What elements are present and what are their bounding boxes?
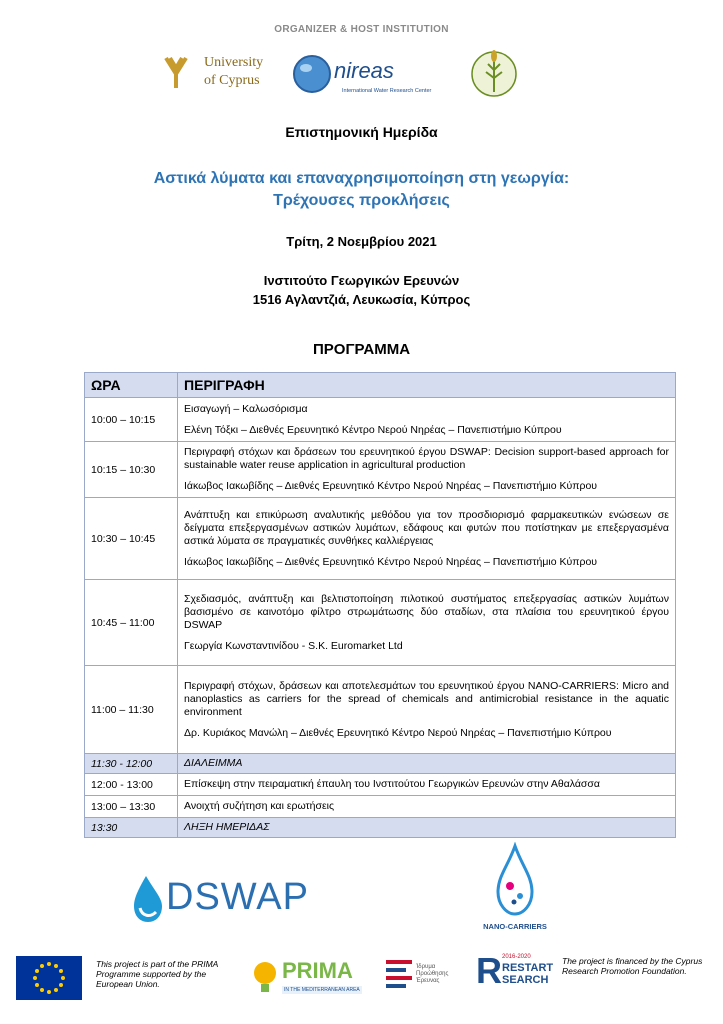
session-time: 10:00 – 10:15	[85, 398, 178, 442]
discussion-time: 13:00 – 13:30	[85, 796, 178, 818]
event-venue-line2: 1516 Αγλαντζιά, Λευκωσία, Κύπρος	[252, 292, 471, 307]
end-row	[85, 818, 676, 838]
rpf-logo	[384, 952, 464, 1002]
end-time: 13:30	[85, 818, 178, 838]
programme-heading: ΠΡΟΓΡΑΜΜΑ	[312, 341, 411, 358]
restart-logo	[476, 952, 552, 1002]
table-header-row	[85, 373, 676, 398]
session-cell	[178, 442, 676, 498]
prima-logo-sub: IN THE MEDITERRANEAN AREA	[284, 987, 360, 993]
session-speaker: Ιάκωβος Ιακωβίδης – Διεθνές Ερευνητικό Κέντρο Νερού Νηρέας – Πανεπιστήμιο Κύπρου	[184, 555, 598, 568]
session-time: 10:15 – 10:30	[85, 442, 178, 498]
event-venue	[0, 271, 723, 309]
nanocarriers-logo	[480, 842, 550, 937]
session-row	[85, 580, 676, 666]
session-row	[85, 666, 676, 754]
column-header-time: ΩΡΑ	[85, 373, 178, 398]
session-cell	[178, 398, 676, 442]
prima-logo	[252, 956, 370, 1000]
ucy-logo-line2: of Cyprus	[204, 73, 260, 88]
end-label: ΛΗΞΗ ΗΜΕΡΙΔΑΣ	[178, 818, 676, 838]
discussion-description: Ανοιχτή συζήτηση και ερωτήσεις	[178, 796, 676, 818]
session-cell	[178, 666, 676, 754]
session-speaker: Ιάκωβος Ιακωβίδης – Διεθνές Ερευνητικό Κέντρο Νερού Νηρέας – Πανεπιστήμιο Κύπρου	[184, 480, 598, 492]
nireas-logo-sub: International Water Research Center	[342, 88, 432, 94]
discussion-row	[85, 796, 676, 818]
session-description: Εισαγωγή – Καλωσόρισμα	[184, 402, 308, 415]
rpf-logo-text: Ίδρυμα Προώθησης Έρευνας	[416, 964, 449, 984]
university-of-cyprus-logo	[166, 55, 263, 88]
session-speaker: Δρ. Κυριάκος Μανώλη – Διεθνές Ερευνητικό Κέντρο Νερού Νηρέας – Πανεπιστήμιο Κύπρου	[184, 726, 612, 739]
session-cell	[178, 498, 676, 580]
nireas-logo-text: nireas	[334, 58, 394, 83]
eu-flag-icon	[16, 956, 82, 1000]
break-time: 11:30 - 12:00	[85, 754, 178, 774]
restart-logo-sub: SEARCH	[502, 974, 549, 986]
dswap-logo	[128, 868, 309, 928]
agricultural-research-institute-logo	[472, 50, 516, 96]
session-speaker: Γεωργία Κωνσταντινίδου - S.K. Euromarket Ltd	[184, 639, 403, 652]
session-description: Ανάπτυξη και επικύρωση αναλυτικής μεθόδου για τον προσδιορισμό φαρμακευτικών ενώσεων σε δείγματα επεξεργασμένων αστικών λυμάτων, εδάφους και φυτών που ποτίστηκαν με επεξεργασμένα αστικά λύματα σε πραγματικές συνθήκες καλλιέργειας	[184, 508, 669, 547]
dswap-logo-text: DSWAP	[166, 876, 309, 918]
session-cell	[178, 580, 676, 666]
organizer-logos	[160, 44, 560, 104]
visit-row	[85, 774, 676, 796]
session-description: Περιγραφή στόχων και δράσεων του ερευνητικού έργου DSWAP: Decision support-based approach for sustainable water reuse application in agricultural production	[184, 446, 669, 471]
prima-logo-text: PRIMA	[282, 958, 353, 983]
session-time: 10:30 – 10:45	[85, 498, 178, 580]
session-description: Σχεδιασμός, ανάπτυξη και βελτιστοποίηση πιλοτικού συστήματος επεξεργασίας αστικών λυμάτων βασισμένο σε καινοτόμο φίλτρο στρωμάτωσης δύο σταδίων, στα πλαίσια του ερευνητικού έργου DSWAP	[184, 592, 669, 631]
prima-programme-note: This project is part of the PRIMA Programme supported by the European Union.	[96, 959, 219, 989]
break-row	[85, 754, 676, 774]
restart-logo-mark: R	[476, 950, 502, 991]
programme-table-body	[85, 398, 676, 838]
visit-time: 12:00 - 13:00	[85, 774, 178, 796]
session-row	[85, 442, 676, 498]
session-time: 10:45 – 11:00	[85, 580, 178, 666]
session-time: 11:00 – 11:30	[85, 666, 178, 754]
visit-description: Επίσκεψη στην πειραματική έπαυλη του Ινστιτούτου Γεωργικών Ερευνών στην Αθαλάσσα	[178, 774, 676, 796]
event-date: Τρίτη, 2 Νοεμβρίου 2021	[286, 234, 437, 249]
organizer-label: ORGANIZER & HOST INSTITUTION	[274, 24, 449, 35]
event-title-line1: Αστικά λύματα και επαναχρησιμοποίηση στη γεωργία:	[153, 170, 570, 187]
nanocarriers-logo-text: NANO-CARRIERS	[483, 922, 547, 931]
event-venue-line1: Ινστιτούτο Γεωργικών Ερευνών	[263, 273, 460, 288]
event-title	[0, 168, 723, 212]
nireas-logo	[294, 56, 432, 94]
session-speaker: Ελένη Τόξκι – Διεθνές Ερευνητικό Κέντρο Νερού Νηρέας – Πανεπιστήμιο Κύπρου	[184, 423, 562, 436]
event-title-line2: Τρέχουσες προκλήσεις	[273, 192, 450, 209]
event-kind: Επιστημονική Ημερίδα	[285, 124, 438, 140]
programme-table	[84, 372, 676, 838]
break-label: ΔΙΑΛΕΙΜΜΑ	[178, 754, 676, 774]
session-row	[85, 498, 676, 580]
session-description: Περιγραφή στόχων, δράσεων και αποτελεσμάτων του ερευνητικού έργου NANO-CARRIERS: Micro and nanoplastics as carriers for the spread of chemicals and antimicrobial resistance in the aquatic environment	[184, 679, 669, 718]
column-header-description: ΠΕΡΙΓΡΑΦΗ	[178, 373, 676, 398]
session-row	[85, 398, 676, 442]
ucy-logo-line1: University	[204, 55, 264, 70]
restart-logo-years: 2016-2020	[502, 954, 531, 960]
restart-logo-text: RESTART	[502, 962, 554, 974]
financing-note: The project is financed by the Cyprus Research Promotion Foundation.	[562, 956, 703, 976]
